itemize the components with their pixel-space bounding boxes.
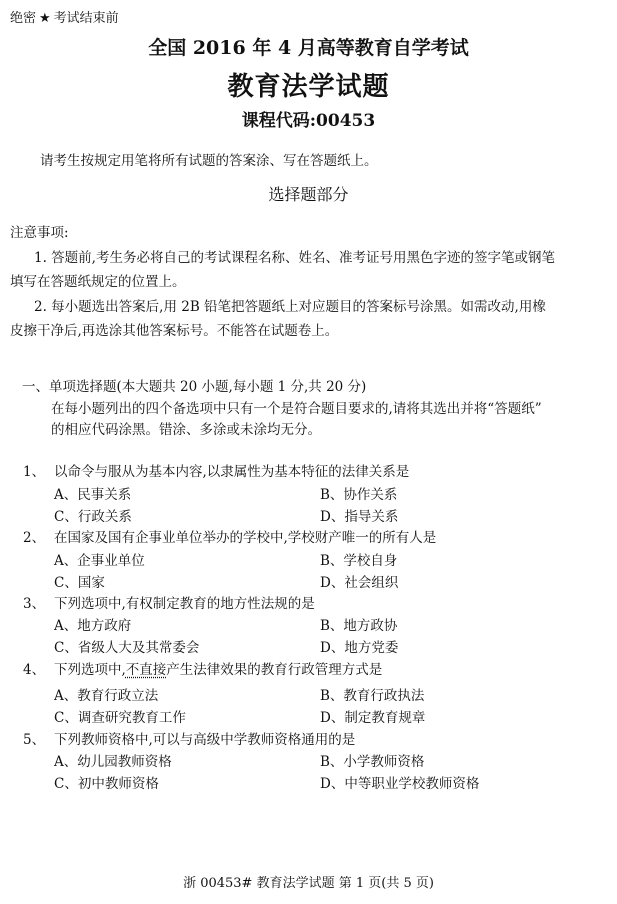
question-5-option-b: B、小学教师资格: [320, 754, 425, 770]
question-1-number: 1、: [23, 464, 46, 480]
question-4-stem-start: 下列选项中,: [54, 662, 126, 678]
question-5-option-c: C、初中教师资格: [54, 776, 159, 792]
question-4-stem-end: 产生法律效果的教育行政管理方式是: [166, 662, 383, 678]
question-4-option-d: D、制定教育规章: [320, 710, 426, 726]
question-3-stem: 下列选项中,有权制定教育的地方性法规的是: [54, 596, 315, 612]
question-4-option-a: A、教育行政立法: [54, 688, 159, 704]
note-2-line-2: 皮擦干净后,再选涂其他答案标号。不能答在试题卷上。: [10, 323, 339, 339]
question-3-option-d: D、地方党委: [320, 640, 399, 656]
question-2-option-b: B、学校自身: [320, 553, 398, 569]
note-1-line-2: 填写在答题纸规定的位置上。: [10, 274, 186, 290]
question-4-option-b: B、教育行政执法: [320, 688, 425, 704]
question-5-option-d: D、中等职业学校教师资格: [320, 776, 480, 792]
question-4-stem: [54, 658, 382, 678]
note-2-line-1: 2. 每小题选出答案后,用 2B 铅笔把答题纸上对应题目的答案标号涂黑。如需改动,用橡: [34, 299, 546, 315]
question-5-stem: 下列教师资格中,可以与高级中学教师资格通用的是: [54, 732, 356, 748]
question-3-option-a: A、地方政府: [54, 618, 132, 634]
question-1-option-a: A、民事关系: [54, 487, 132, 503]
confidential-label: 绝密: [10, 11, 37, 26]
subject-title: 教育法学试题: [227, 72, 390, 102]
question-4-number: 4、: [23, 662, 46, 678]
question-3-option-c: C、省级人大及其常委会: [54, 640, 200, 656]
exam-end-label: 考试结束前: [53, 11, 119, 26]
course-code: 课程代码:00453: [241, 111, 376, 131]
star-icon: ★: [39, 11, 51, 26]
question-1-option-d: D、指导关系: [320, 509, 399, 525]
question-4-emphasis: 不直接: [125, 662, 167, 678]
question-5-option-a: A、幼儿园教师资格: [54, 754, 172, 770]
notes-title: 注意事项:: [10, 225, 69, 241]
question-2-stem: 在国家及国有企事业单位举办的学校中,学校财产唯一的所有人是: [54, 530, 437, 546]
note-1-line-1: 1. 答题前,考生务必将自己的考试课程名称、姓名、准考证号用黑色字迹的签字笔或钢笔: [34, 250, 555, 266]
question-5-number: 5、: [23, 732, 46, 748]
section-title: 选择题部分: [268, 185, 349, 204]
question-1-option-b: B、协作关系: [320, 487, 398, 503]
question-3-option-b: B、地方政协: [320, 618, 398, 634]
question-1-stem: 以命令与服从为基本内容,以隶属性为基本特征的法律关系是: [54, 464, 410, 480]
question-1-option-c: C、行政关系: [54, 509, 132, 525]
question-2-number: 2、: [23, 530, 46, 546]
part-1-description-line-2: 的相应代码涂黑。错涂、多涂或未涂均无分。: [51, 422, 321, 438]
question-2-option-a: A、企事业单位: [54, 553, 145, 569]
question-3-number: 3、: [23, 596, 46, 612]
exam-title: 全国 2016 年 4 月高等教育自学考试: [148, 37, 469, 59]
part-1-description-line-1: 在每小题列出的四个备选项中只有一个是符合题目要求的,请将其选出并将“答题纸”: [51, 401, 542, 417]
part-1-heading: 一、单项选择题(本大题共 20 小题,每小题 1 分,共 20 分): [22, 379, 367, 395]
page-footer: 浙 00453# 教育法学试题 第 1 页(共 5 页): [183, 876, 434, 891]
answer-instruction: 请考生按规定用笔将所有试题的答案涂、写在答题纸上。: [40, 153, 378, 169]
question-4-option-c: C、调查研究教育工作: [54, 710, 186, 726]
question-2-option-d: D、社会组织: [320, 575, 399, 591]
confidential-marker: [10, 7, 119, 26]
question-2-option-c: C、国家: [54, 575, 105, 591]
